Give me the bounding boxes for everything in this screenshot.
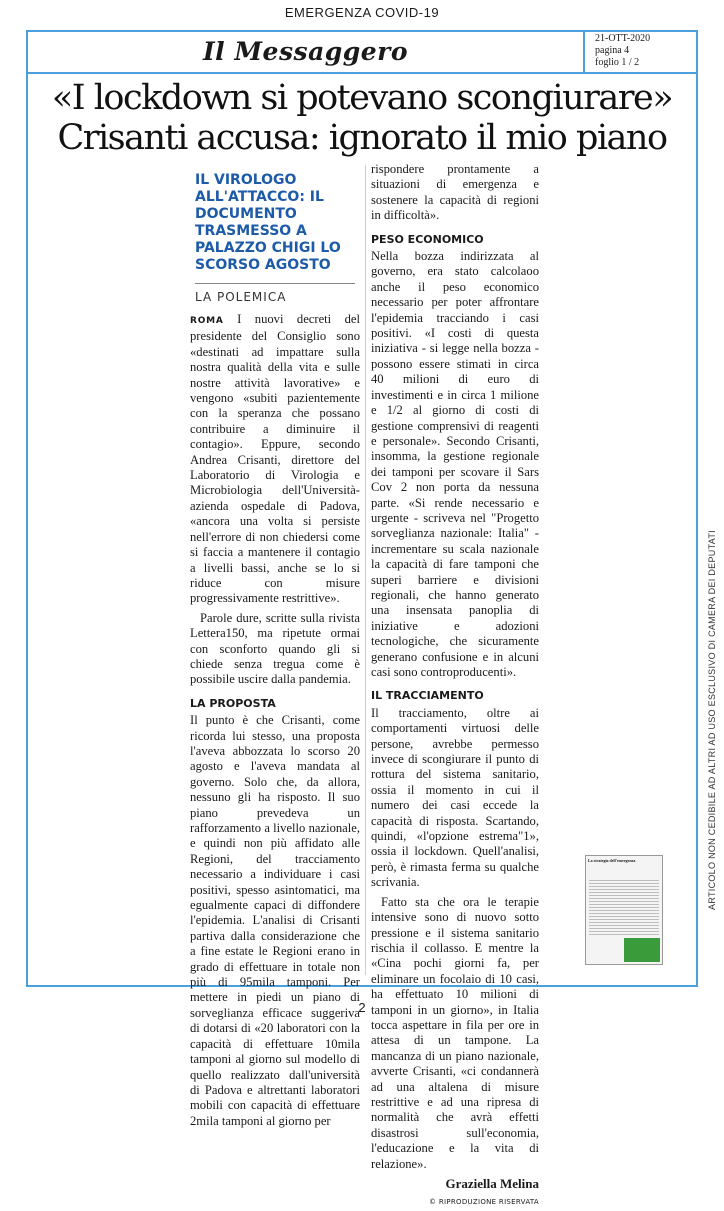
article-column-2 (371, 162, 539, 1211)
article-paragraph: Il tracciamento, oltre ai comportamenti virtuosi delle persone, avrebbe permesso invece di scongiurare il punto di rottura del sistema sanitario, ossia il momento in cui il numero dei casi eccede la capacità di risposta. Scartando, quindi, «l'opzione estrema"1», ossia il lockdown. Quell'analisi, però, è rimasta ferma su qualche scrivania. (371, 705, 539, 890)
copyright-side-label: ARTICOLO NON CEDIBILE AD ALTRI AD USO ESCLUSIVO DI CAMERA DEI DEPUTATI (707, 530, 717, 910)
article-paragraph: Nella bozza indirizzata al governo, era stato calcolaoo anche il peso economico necessario per poter affrontare l'epidemia tracciando i casi positivi. «I costi di questa iniziativa - si legge nella bozza - possono essere stimati in circa 40 milioni di euro di investimenti e in circa 1 milione e 1/2 al giorno di costi di gestione comprensivi di reagenti e personale». Secondo Crisanti, insomma, la gestione regionale dei tamponi per scovare il Sars Cov 2 non porta da nessuna parte. «Si rende necessario e urgente - scriveva nel "Progetto sorveglianza nazionale: Italia" - incrementare su scala nazionale la capacità di fare tamponi che superi barriere e divisioni regionali, che hanno generato una insensata panoplia di iniziative e adozioni tecnologiche, che sicuramente generano confusione e in alcuni casi sono controproducenti». (371, 249, 539, 679)
subhead-proposta: LA PROPOSTA (190, 696, 276, 710)
clipping-info-box (583, 32, 696, 72)
document-category-label: EMERGENZA COVID-19 (284, 5, 440, 20)
article-byline: Graziella Melina (445, 1176, 539, 1191)
thumbnail-title: La strategia dell'emergenza (588, 858, 636, 863)
clipping-header (28, 32, 696, 74)
column-divider (365, 165, 366, 975)
headline-line-1: «I lockdown si potevano scongiurare» (51, 78, 673, 118)
dateline: ROMA (190, 316, 224, 326)
article-paragraph-continued: rispondere prontamente a situazioni di emergenza e sostenere la capacità di regioni in difficoltà». (371, 162, 539, 223)
clipping-date: 21-OTT-2020 (595, 33, 651, 44)
section-label: LA POLEMICA (195, 290, 287, 304)
headline-line-2: Crisanti accusa: ignorato il mio piano (57, 118, 667, 158)
article-paragraph: Parole dure, scritte sulla rivista Lettera150, ma ripetute ormai con sconforto quando gli si chiede senza tregua come è possibile uscire dalla pandemia. (190, 610, 360, 687)
subhead-peso-economico: PESO ECONOMICO (371, 232, 484, 246)
clipping-frame (26, 30, 698, 987)
subhead-tracciamento: IL TRACCIAMENTO (371, 689, 484, 703)
article-headline (28, 78, 696, 158)
clipping-sheet: foglio 1 / 2 (595, 57, 640, 68)
clipping-page: pagina 4 (595, 45, 630, 56)
thumbnail-green-box (624, 938, 660, 962)
kicker-divider (195, 283, 355, 284)
article-paragraph: Il punto è che Crisanti, come ricorda lui stesso, una proposta l'aveva abbozzata lo scorso 20 agosto e l'aveva mandata al governo. Solo che, da allora, nessuno gli ha risposto. Il suo piano prevedeva un rafforzamento a livello nazionale, e quindi non più affidato alle Regioni, del tracciamento necessario a individuare i casi positivi, spesso asintomatici, ma egualmente capaci di diffondere l'epidemia. L'analisi di Crisanti partiva dalla considerazione che a fine estate le Regioni erano in grado di effettuare in totale non più di 95mila tamponi. Per mettere in piedi un piano di sorveglianza efficace suggeriva di dotarsi di «20 laboratori con la capacità di effettuare 10mila tamponi al giorno sul modello di quello realizzato dall'università di Padova e altrettanti laboratori mobili con capacità di effettuare 2mila tamponi al giorno per (190, 713, 360, 1128)
article-paragraph: Fatto sta che ora le terapie intensive sono di nuovo sotto pressione e il sistema sanitario rischia il collasso. E mentre la «Cina pochi giorni fa, per eliminare un focolaio di 10 casi, ha effettuato 10 milioni di tamponi in un giorno», in Italia tocca aspettare in fila per ore in attesa di un tampone. La mancanza di un piano nazionale, avverte Crisanti, «ci condannerà ad una altalena di misure restrittive e ad una ripresa di normalità che avrà effetti disastrosi sull'economia, l'educazione e la vita di relazione». (371, 894, 539, 1171)
newspaper-masthead: Il Messaggero (202, 37, 409, 66)
article-paragraph: ROMA I nuovi decreti del presidente del Consiglio sono «destinati ad impattare sulla nostra qualità della vita e sulle nostre attività lavorative» e vengono «subiti pazientemente con la speranza che possano contribuire a diminuire il contagio». Eppure, secondo Andrea Crisanti, direttore del Laboratorio di Virologia e Microbiologia dell'Università-azienda ospedale di Padova, «ancora una volta si persiste nell'errore di non chiedersi come si faccia a mantenere il contagio a livelli bassi, anche se lo si riduce con misure progressivamente restrittive». (190, 312, 360, 606)
page-number: 2 (358, 1000, 366, 1015)
rights-notice: © RIPRODUZIONE RISERVATA (429, 1198, 539, 1207)
thumbnail-text-lines (589, 880, 659, 935)
page-thumbnail (585, 855, 663, 965)
article-kicker: IL VIROLOGO ALL'ATTACCO: IL DOCUMENTO TRASMESSO A PALAZZO CHIGI LO SCORSO AGOSTO (195, 172, 341, 273)
